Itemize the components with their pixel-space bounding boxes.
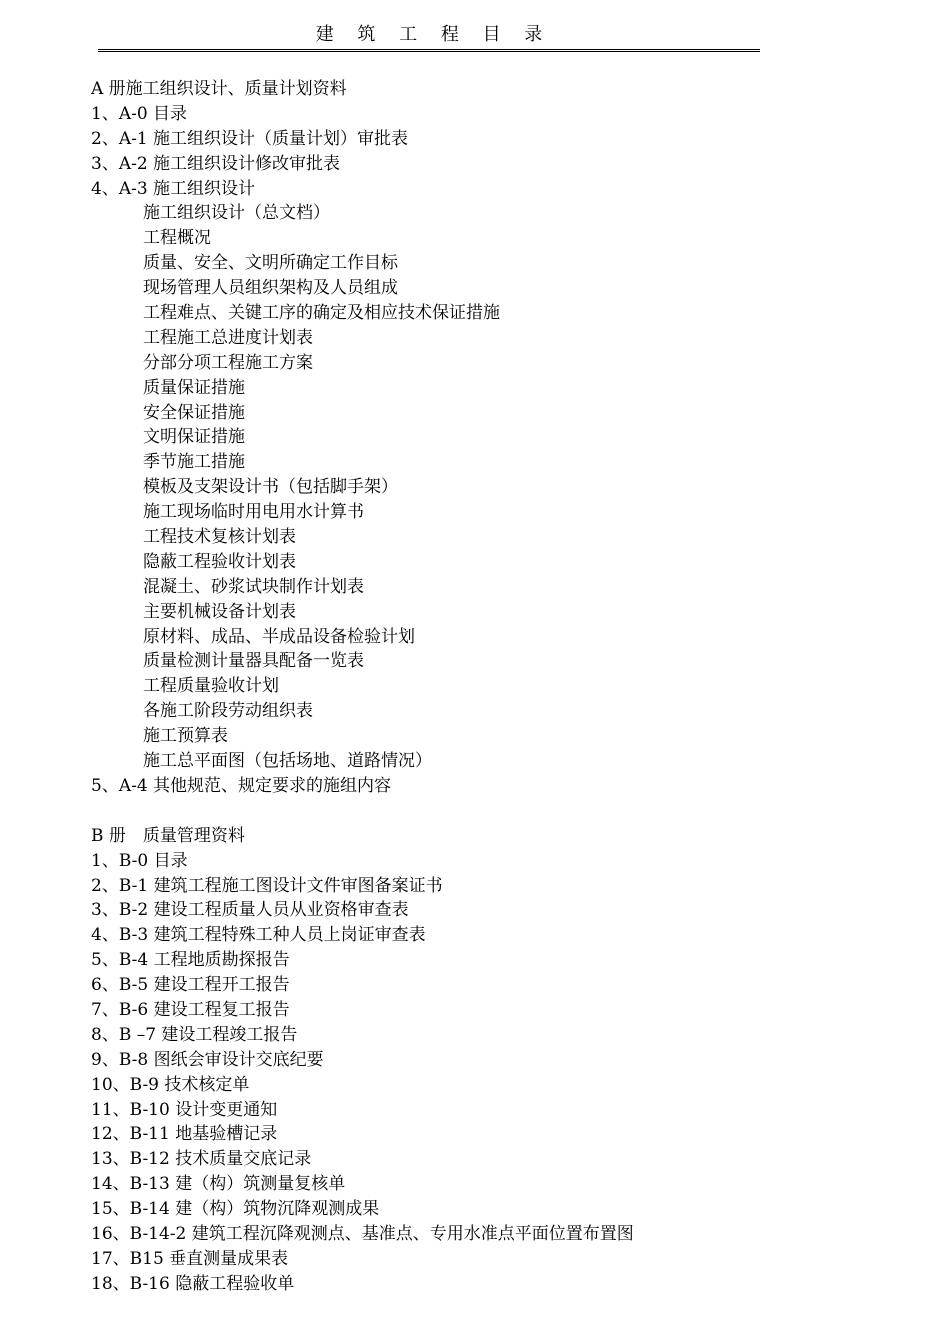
toc-item: 1、B-0 目录 xyxy=(91,850,188,871)
toc-subitem: 施工预算表 xyxy=(143,726,228,747)
table-of-contents xyxy=(91,77,851,1297)
toc-item: 5、A-4 其他规范、规定要求的施组内容 xyxy=(91,775,392,796)
toc-item: 2、A-1 施工组织设计（质量计划）审批表 xyxy=(91,128,409,149)
toc-subitem: 工程施工总进度计划表 xyxy=(143,327,313,348)
toc-subitem: 混凝土、砂浆试块制作计划表 xyxy=(143,576,364,597)
toc-subitem: 施工组织设计（总文档） xyxy=(143,203,330,224)
toc-subitem: 工程技术复核计划表 xyxy=(143,527,296,548)
toc-item: 4、B-3 建筑工程特殊工种人员上岗证审查表 xyxy=(91,925,426,946)
toc-subitem: 主要机械设备计划表 xyxy=(143,601,296,622)
toc-subitem: 施工总平面图（包括场地、道路情况） xyxy=(143,751,432,772)
toc-subitem: 隐蔽工程验收计划表 xyxy=(143,551,296,572)
toc-item: 16、B-14-2 建筑工程沉降观测点、基准点、专用水准点平面位置布置图 xyxy=(91,1223,634,1244)
toc-subitem: 工程质量验收计划 xyxy=(143,676,279,697)
toc-item: 7、B-6 建设工程复工报告 xyxy=(91,999,290,1020)
toc-item: 2、B-1 建筑工程施工图设计文件审图备案证书 xyxy=(91,875,443,896)
toc-item: 5、B-4 工程地质勘探报告 xyxy=(91,950,290,971)
toc-item: 17、B15 垂直测量成果表 xyxy=(91,1248,289,1269)
page-title: 建 筑 工 程 目 录 xyxy=(315,24,552,45)
toc-item: 10、B-9 技术核定单 xyxy=(91,1074,250,1095)
toc-item: 15、B-14 建（构）筑物沉降观测成果 xyxy=(91,1199,380,1220)
toc-subitem: 季节施工措施 xyxy=(143,452,245,473)
toc-subitem: 文明保证措施 xyxy=(143,427,245,448)
toc-subitem: 质量保证措施 xyxy=(143,377,245,398)
header-divider xyxy=(98,49,760,52)
toc-subitem: 原材料、成品、半成品设备检验计划 xyxy=(143,626,415,647)
section-heading: A 册施工组织设计、质量计划资料 xyxy=(91,79,347,99)
page-header xyxy=(98,22,760,52)
toc-subitem: 施工现场临时用电用水计算书 xyxy=(143,502,364,523)
toc-subitem: 分部分项工程施工方案 xyxy=(143,352,313,373)
toc-item: 6、B-5 建设工程开工报告 xyxy=(91,975,290,996)
toc-subitem: 质量、安全、文明所确定工作目标 xyxy=(143,253,398,274)
toc-item: 13、B-12 技术质量交底记录 xyxy=(91,1149,312,1170)
toc-item: 12、B-11 地基验槽记录 xyxy=(91,1124,278,1145)
toc-subitem: 工程概况 xyxy=(143,228,211,249)
toc-item: 3、B-2 建设工程质量人员从业资格审查表 xyxy=(91,900,409,921)
section-heading: B 册 质量管理资料 xyxy=(91,825,245,846)
toc-subitem: 各施工阶段劳动组织表 xyxy=(143,701,313,722)
toc-item: 18、B-16 隐蔽工程验收单 xyxy=(91,1273,295,1294)
section-spacer xyxy=(91,799,851,824)
toc-item: 8、B –7 建设工程竣工报告 xyxy=(91,1024,298,1045)
toc-item: 3、A-2 施工组织设计修改审批表 xyxy=(91,153,341,174)
toc-subitem: 质量检测计量器具配备一览表 xyxy=(143,651,364,672)
toc-item: 4、A-3 施工组织设计 xyxy=(91,178,256,199)
toc-subitem: 模板及支架设计书（包括脚手架） xyxy=(143,477,398,498)
toc-subitem: 现场管理人员组织架构及人员组成 xyxy=(143,278,398,299)
toc-item: 14、B-13 建（构）筑测量复核单 xyxy=(91,1174,346,1195)
toc-subitem: 安全保证措施 xyxy=(143,402,245,423)
toc-item: 1、A-0 目录 xyxy=(91,103,188,124)
toc-item: 9、B-8 图纸会审设计交底纪要 xyxy=(91,1049,324,1070)
toc-item: 11、B-10 设计变更通知 xyxy=(91,1099,278,1120)
toc-subitem: 工程难点、关键工序的确定及相应技术保证措施 xyxy=(143,303,500,324)
